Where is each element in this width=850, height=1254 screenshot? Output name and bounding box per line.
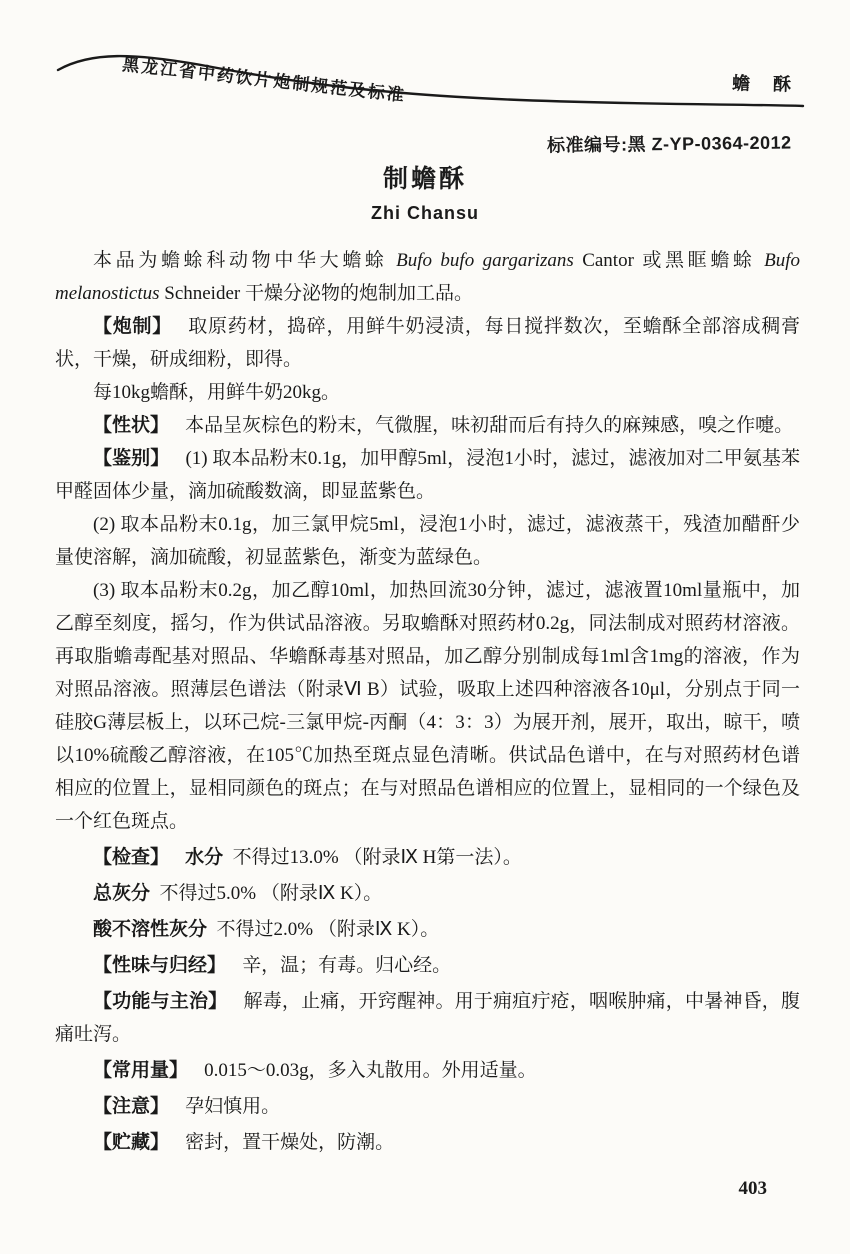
check-item-label: 酸不溶性灰分 xyxy=(93,919,208,940)
section-label: 【常用量】 xyxy=(93,1060,189,1081)
section-label: 【贮藏】 xyxy=(93,1132,170,1153)
latin-species-name: Bufo melanostictus xyxy=(55,250,800,304)
paragraph-xingzhuang xyxy=(55,409,800,442)
section-text: 不得过5.0% （附录Ⅸ K）。 xyxy=(159,883,383,904)
pinyin-title: Zhi Chansu xyxy=(371,203,479,223)
header-running-head: 蟾 酥 xyxy=(731,73,801,95)
paragraph-paozhi xyxy=(55,310,800,376)
section-text: 密封，置干燥处，防潮。 xyxy=(185,1132,395,1153)
check-item-label: 水分 xyxy=(185,847,224,868)
standard-number: 标准编号:黑 Z-YP-0364-2012 xyxy=(547,132,793,156)
intro-paragraph xyxy=(55,244,800,310)
check-item-label: 总灰分 xyxy=(93,883,151,904)
page-title: 制蟾酥 xyxy=(382,165,467,193)
section-text: 每10kg蟾酥，用鲜牛奶20kg。 xyxy=(93,382,341,403)
section-text: (1) 取本品粉末0.1g，加甲醇5ml，浸泡1小时，滤过，滤液加对二甲氨基苯甲醛固体少量，滴加硫酸数滴，即显蓝紫色。 xyxy=(55,448,800,502)
section-label: 【炮制】 xyxy=(93,316,173,337)
section-label: 【鉴别】 xyxy=(93,448,170,469)
paragraph-xingwei-guijing xyxy=(55,949,800,982)
paragraph-suanburongxinghuifen xyxy=(55,913,800,946)
intro-run: Cantor 或黑眶蟾蜍 xyxy=(573,250,765,271)
section-label: 【性味与归经】 xyxy=(93,955,227,976)
paragraph-jianbie-3 xyxy=(55,574,800,838)
section-text: 解毒，止痛，开窍醒神。用于痈疽疔疮，咽喉肿痛，中暑神昏，腹痛吐泻。 xyxy=(55,991,800,1045)
header-book-title: 黑龙江省中药饮片炮制规范及标准 xyxy=(121,54,407,106)
section-label: 【性状】 xyxy=(93,415,170,436)
section-label: 【功能与主治】 xyxy=(93,991,228,1012)
paragraph-zhuyi xyxy=(55,1090,800,1123)
section-text: 孕妇慎用。 xyxy=(185,1096,281,1117)
paragraph-ratio xyxy=(55,376,800,409)
section-text: (3) 取本品粉末0.2g，加乙醇10ml，加热回流30分钟，滤过，滤液置10ml量瓶中，加乙醇至刻度，摇匀，作为供试品溶液。另取蟾酥对照药材0.2g，同法制成对照药材溶液。再取脂蟾毒配基对照品、华蟾酥毒基对照品，加乙醇分别制成每1ml含1mg的溶液，作为对照品溶液。照薄层色谱法（附录Ⅵ B）试验，吸取上述四种溶液各10μl，分别点于同一硅胶G薄层板上，以环己烷-三氯甲烷-丙酮（4：3：3）为展开剂，展开，取出，晾干，喷以10%硫酸乙醇溶液，在105℃加热至斑点显色清晰。供试品色谱中，在与对照药材色谱相应的位置上，显相同颜色的斑点；在与对照品色谱相应的位置上，显相同的一个绿色及一个红色斑点。 xyxy=(55,580,800,832)
section-text: 不得过13.0% （附录Ⅸ H第一法）。 xyxy=(232,847,522,868)
section-text: (2) 取本品粉末0.1g，加三氯甲烷5ml，浸泡1小时，滤过，滤液蒸干，残渣加醋酐少量使溶解，滴加硫酸，初显蓝紫色，渐变为蓝绿色。 xyxy=(55,514,800,568)
section-text: 辛，温；有毒。归心经。 xyxy=(242,955,452,976)
section-text: 不得过2.0% （附录Ⅸ K）。 xyxy=(216,919,440,940)
latin-species-name: Bufo bufo gargarizans xyxy=(396,250,574,271)
intro-run: Schneider 干燥分泌物的炮制加工品。 xyxy=(159,283,473,304)
page-number: 403 xyxy=(738,1178,767,1199)
intro-run: 本品为蟾蜍科动物中华大蟾蜍 xyxy=(93,250,397,271)
paragraph-zhucang xyxy=(55,1126,800,1159)
paragraph-jiancha xyxy=(55,841,800,874)
section-text: 0.015～0.03g，多入丸散用。外用适量。 xyxy=(204,1060,537,1081)
paragraph-gongneng-zhuzhi xyxy=(55,985,800,1051)
section-label: 【注意】 xyxy=(93,1096,170,1117)
paragraph-jianbie-1 xyxy=(55,442,800,508)
monograph-body xyxy=(55,244,800,1159)
paragraph-jianbie-2 xyxy=(55,508,800,574)
section-text: 本品呈灰棕色的粉末，气微腥，味初甜而后有持久的麻辣感，嗅之作嚏。 xyxy=(185,415,794,436)
section-text: 取原药材，捣碎，用鲜牛奶浸渍，每日搅拌数次，至蟾酥全部溶成稠膏状，干燥，研成细粉，即得。 xyxy=(55,316,800,370)
section-label: 【检查】 xyxy=(93,847,170,868)
paragraph-changyongliang xyxy=(55,1054,800,1087)
paragraph-zonghuifen xyxy=(55,877,800,910)
